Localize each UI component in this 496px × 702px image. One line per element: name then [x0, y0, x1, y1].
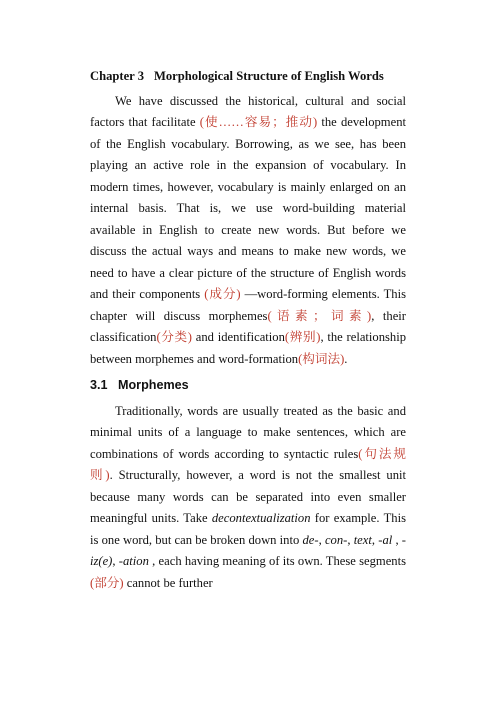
- morphemes-paragraph: [90, 401, 406, 595]
- chinese-gloss: (辨别): [284, 330, 321, 344]
- text-run: ,: [318, 532, 325, 547]
- chinese-gloss: (成分): [204, 287, 241, 301]
- text-run: for example. This is one word, but can be broken down into: [90, 511, 406, 547]
- text-run: . Structurally, however, a word is not the smallest unit because many words can be separated into even smaller meaningful units. Take: [90, 468, 406, 525]
- chinese-gloss: (部分): [90, 575, 124, 590]
- text-run: ,: [392, 532, 402, 547]
- text-run: —word-forming elements. This chapter will discuss morphemes: [90, 287, 406, 323]
- text-run: the development of the English vocabulary. Borrowing, as we see, has been playing an active role in the expansion of vocabulary. In modern times, however, vocabulary is mainly enlarged on an internal basis. That is, we use word-building material available in English to create new words. But before we discuss the actual ways and means to make new words, we need to have a clear picture of the structure of English words and their components: [90, 115, 406, 301]
- text-run: Traditionally, words are usually treated as the basic and minimal units of a language to make sentences, which are combinations of words according to syntactic rules: [90, 403, 406, 461]
- example-morpheme: -iz(e): [90, 532, 406, 568]
- chinese-gloss: (构词法): [298, 351, 345, 366]
- section-title: Morphemes: [118, 378, 189, 392]
- chapter-title: Morphological Structure of English Words: [154, 69, 384, 83]
- example-word: decontextualization: [211, 511, 311, 525]
- section-number: 3.1: [90, 378, 108, 392]
- text-run: .: [344, 351, 348, 366]
- example-morpheme: al: [382, 532, 393, 547]
- text-run: , each having meaning of its own. These segments: [148, 554, 406, 568]
- text-run: and identification: [191, 330, 285, 344]
- example-morpheme: -ation: [118, 554, 149, 568]
- intro-paragraph: [90, 91, 406, 371]
- text-run: We have discussed the historical, cultural and social factors that facilitate: [90, 93, 406, 129]
- page-content: [90, 66, 406, 594]
- text-run: ,: [112, 554, 119, 568]
- chapter-number: Chapter 3: [90, 69, 144, 83]
- chinese-gloss: (句法规则): [90, 446, 406, 482]
- example-morpheme: de-: [302, 532, 319, 547]
- example-morpheme: con-: [324, 532, 348, 547]
- chinese-gloss: (分类): [156, 330, 192, 344]
- chinese-gloss: (使……容易；推动): [199, 115, 318, 129]
- chinese-gloss: (语素；词素): [267, 308, 372, 323]
- text-run: cannot be further: [123, 575, 213, 590]
- text-run: , -: [371, 532, 383, 547]
- text-run: , the relationship between morphemes and word-formation: [90, 330, 407, 366]
- chapter-heading: [90, 66, 406, 88]
- section-heading: [90, 375, 406, 397]
- example-morpheme: text: [353, 532, 372, 547]
- text-run: ,: [347, 532, 354, 547]
- text-run: , their classification: [90, 308, 406, 344]
